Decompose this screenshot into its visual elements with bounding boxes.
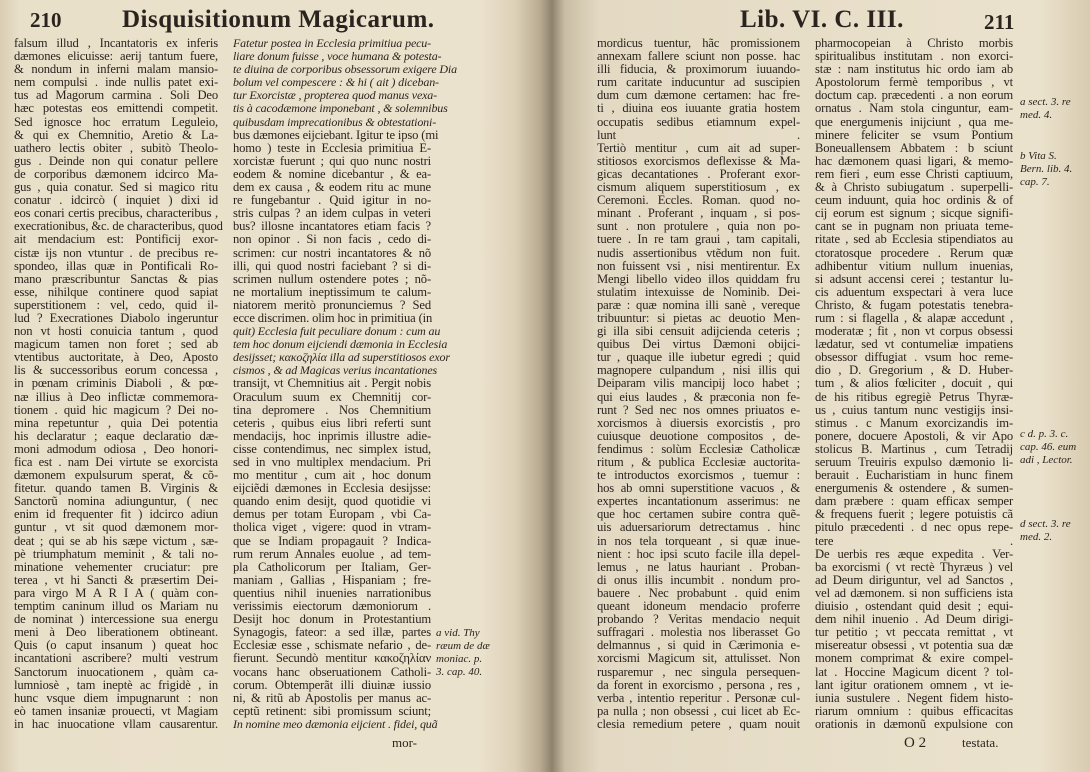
text-line: mo mentitur , cum ait , hoc donum bbox=[233, 468, 431, 483]
text-line: Oraculum suum ex Chemnitij cor- bbox=[233, 389, 431, 404]
text-line: obsessor diffugiat . vsum hoc reme- bbox=[815, 350, 1013, 365]
text-line: gi illa sibi censuit adijcienda ceteris ; bbox=[597, 324, 800, 339]
text-line: clesia remedium petere , quam nouit bbox=[597, 716, 800, 731]
text-line: ti , diuina eos iuuante gratia hostem bbox=[597, 101, 800, 116]
text-line: expertes incantationum asserimus: ne bbox=[597, 494, 800, 509]
text-line: te diuina de corporibus obsessorum exigere Dia bbox=[233, 62, 457, 77]
text-line: iunia sustulere . Negent fidem histo- bbox=[815, 690, 1013, 705]
text-line: para virgo M A R I A ( quàm con- bbox=[14, 585, 218, 600]
text-line: Sanctorũ nomina adiunguntur, ( nec bbox=[14, 494, 218, 509]
text-line: tribuuntur: si pietas ac deuotio Men- bbox=[597, 310, 800, 325]
text-line: doctum cap. præcedenti . a non eorum bbox=[815, 88, 1013, 103]
text-line: fierunt. Secundò mentitur κακοζηλίαν bbox=[233, 651, 431, 666]
text-line: occupatis sedibus etiamnum expel- bbox=[597, 114, 800, 129]
text-column-1 bbox=[597, 37, 800, 731]
text-line: tem hoc donum eijciendi dæmonia in Ecclesia bbox=[233, 337, 448, 352]
text-line: riarum omnium : quibus efficacitas bbox=[815, 703, 1013, 718]
text-line: mendacijs, hoc inprimis illustre adie- bbox=[233, 428, 431, 443]
text-line: lis & successoribus eorum concessa , bbox=[14, 363, 218, 378]
text-line: his declaratur ; eaque declaratio dæ- bbox=[14, 428, 218, 443]
margin-note-line: med. 4. bbox=[1020, 109, 1053, 121]
text-line: ctoratosque procedere . Rerum quæ bbox=[815, 245, 1013, 260]
text-line: cismos , & ad Magicas verius incantationes bbox=[233, 363, 438, 378]
text-line: næ illius à Deo inflictæ commemora- bbox=[14, 389, 218, 404]
text-line: guntur , vt sit quod dæmonem mor- bbox=[14, 520, 218, 535]
text-line: te introductos exorcismos , tuemur : bbox=[597, 468, 800, 483]
text-line: ceptũ retinent: sibi promissum sciunt; bbox=[233, 703, 431, 718]
text-line: maniam , Gallias , Hispaniam ; fre- bbox=[233, 572, 431, 587]
text-line: deat ; qui se ab his sæpe victum , sæ- bbox=[14, 533, 218, 548]
text-line: illi, qui quod nostri faciebant ? si di- bbox=[233, 258, 431, 273]
text-line: si adsunt accensi cerei ; testantur lu- bbox=[815, 271, 1013, 286]
margin-note-line: adi , Lector. bbox=[1020, 454, 1073, 466]
text-line: cij eorum est signum ; sicque signifi- bbox=[815, 206, 1013, 221]
text-line: non vt hosti conuicia tantum , quod bbox=[14, 324, 218, 339]
text-line: dum cum dæmone certamen: hac fre- bbox=[597, 88, 800, 103]
text-line: transijt, vt Chemnitius ait . Pergit nobis bbox=[233, 376, 431, 391]
text-line: & à Christo subiugatum . superpelli- bbox=[815, 180, 1013, 195]
text-line: quando enim desijt, quod quotidie vi bbox=[233, 494, 431, 509]
text-line: nient : hoc ipsi scuto facile illa depel- bbox=[597, 546, 800, 561]
text-line: vel ad dæmonem. si non sufficiens ista bbox=[815, 585, 1013, 600]
text-line: eodem & nomine dicebantur , & ea- bbox=[233, 166, 431, 181]
text-line: dem nihil inuenio . Ad Deum dirigi- bbox=[815, 612, 1013, 627]
margin-note bbox=[1020, 96, 1071, 122]
text-line: hac dæmonem quasi ligari, & memo- bbox=[815, 153, 1013, 168]
text-line: probando ? Veritas mendacio nequit bbox=[597, 612, 800, 627]
text-line: scrimen nullum ostendere potes ; nõ- bbox=[233, 271, 431, 286]
text-line: moni admodum odiosa , Deo honori- bbox=[14, 441, 218, 456]
text-line: adhibentur vitium nullum inuenias, bbox=[815, 258, 1013, 273]
text-line: sunt . non protulere , quia non po- bbox=[597, 219, 800, 234]
text-line: da forent in exorcismo , persona , res , bbox=[597, 677, 800, 692]
text-line: re fungebantur . Quid igitur in no- bbox=[233, 193, 431, 208]
margin-note-line: a sect. 3. re bbox=[1020, 96, 1071, 108]
text-line: Quis (o caput insanum ) queat hoc bbox=[14, 638, 218, 653]
text-line: spondeo, illas quæ in Pontificali Ro- bbox=[14, 258, 218, 273]
text-line: lumniosè , tam ineptè ac frigidè , in bbox=[14, 677, 218, 692]
text-line: De uerbis res æque expedita . Ver- bbox=[815, 546, 1013, 561]
text-line: & qui ex Chemnitio, Aretio & La- bbox=[14, 127, 218, 142]
text-line: Deiparam vilis mancipij loco habet ; bbox=[597, 376, 800, 391]
text-line: & nondum in inferni malam mansio- bbox=[14, 62, 218, 77]
text-line: ait mendacium est: Pontificij exor- bbox=[14, 232, 218, 247]
text-line: stulatim intexuisse de Nominib. Dei- bbox=[597, 284, 800, 299]
text-line: minant . Proferant , inquam , si pos- bbox=[597, 206, 800, 221]
text-line: eò tamen insaniæ prouecti, vt Magiam bbox=[14, 703, 218, 718]
text-line: bauere . Nec probabunt . quid enim bbox=[597, 585, 800, 600]
text-line: orationis in dæmonũ expulsione con bbox=[815, 716, 1013, 731]
text-line: magicum tamen non foret ; sed ab bbox=[14, 337, 218, 352]
text-line: uathero lectis obiter , subitò Theolo- bbox=[14, 140, 218, 155]
text-line: stolicus B. Martinus , cum Tetradij bbox=[815, 441, 1013, 456]
text-line: cismum aliquem superstitiosum , ex bbox=[597, 180, 800, 195]
text-line: in hac inuocatione vllam causarentur. bbox=[14, 716, 218, 731]
text-line: ritate , sed ab Ecclesia stipendiatos au bbox=[815, 232, 1013, 247]
text-line: quentius nihil inuenies narrationibus bbox=[233, 585, 431, 600]
text-line: esse, nihilque continere quod sapiat bbox=[14, 284, 218, 299]
text-line: dem ex causa , & eodem ritu ac mune bbox=[233, 180, 431, 195]
margin-note bbox=[436, 627, 490, 679]
text-line: gus , quia conatur. Sed si magico ritu bbox=[14, 180, 218, 195]
text-line: bus? illosne incantatores etiam facis ? bbox=[233, 219, 431, 234]
text-line: tur petitio ; vt peccata remittat , vt bbox=[815, 625, 1013, 640]
text-line: spiritualibus institutam . non exorci- bbox=[815, 49, 1013, 64]
running-title: Disquisitionum Magicarum. bbox=[122, 6, 435, 33]
text-line: que hoc certamen subire contra quẽ- bbox=[597, 507, 800, 522]
text-line: tur Exorcistæ , propterea quod manus vexa- bbox=[233, 88, 437, 103]
text-line: ceum induunt, quia hoc ordinis & of bbox=[815, 193, 1013, 208]
text-line: tur , quaque ille iubetur egredi ; quid bbox=[597, 350, 800, 365]
text-line: demus per totam Europam , vbi Ca- bbox=[233, 507, 431, 522]
text-line: meni à Deo liberationem obtineant. bbox=[14, 625, 218, 640]
text-line: scrimen: cur nostri incantatores & nõ bbox=[233, 245, 431, 260]
text-line: Sanctorum inuocationem , quàm ca- bbox=[14, 664, 218, 679]
text-line: queant idoneum mendacio proferre bbox=[597, 599, 800, 614]
text-line: ad Deum diriguntur, vel ad Sanctos , bbox=[815, 572, 1013, 587]
text-line: Apostolorum fermè temporibus , vt bbox=[815, 75, 1013, 90]
text-line: lud ? Execrationes Diabolo ingeruntur bbox=[14, 310, 218, 325]
text-line: verba , intentio reperitur . Personæ cul- bbox=[597, 690, 800, 705]
text-line: pa nulla ; non obsessi , cui licet ab Ec- bbox=[597, 703, 800, 718]
text-line: energumenis & ostendere , & sumen- bbox=[815, 481, 1013, 496]
text-line: ne mortalium ineptissimum te calum- bbox=[233, 284, 431, 299]
text-line: In nomine meo dæmonia eijcient . fidei, quã bbox=[233, 716, 438, 731]
text-line: verissimis eiectorum dæmoniorum . bbox=[233, 599, 431, 614]
text-line: ritum , & publica Ecclesiæ auctorita- bbox=[597, 455, 800, 469]
text-line: pitulo præcedenti . d nec opus repe- bbox=[815, 520, 1013, 535]
text-line: tina depromere . Nos Chemnitium bbox=[233, 402, 431, 417]
text-line: stris culpas ? an idem culpas in veteri bbox=[233, 206, 431, 221]
text-line: seruum Treuiris expulso dæmonio li- bbox=[815, 455, 1013, 469]
text-line: vtentibus auctoritate, à Deo, Aposto bbox=[14, 350, 218, 365]
text-line: enim id frequenter fit ) idcirco adiun bbox=[14, 507, 218, 522]
text-line: dio , D. Gregorium , & D. Huber- bbox=[815, 363, 1013, 378]
text-line: in nos tela torqueant , si quæ inue- bbox=[597, 533, 800, 548]
text-line: monem comprimat & exire compel- bbox=[815, 651, 1013, 666]
text-line: bus dæmones eijciebant. Igitur te ipso (mi bbox=[233, 127, 439, 142]
page-number: 211 bbox=[984, 10, 1015, 34]
text-line: cant se in pugnam non priuata teme- bbox=[815, 219, 1013, 234]
text-line: hos ab omni superstitione vacuos , & bbox=[597, 481, 800, 496]
text-line: us , cuius tantum nunc vestigijs insi- bbox=[815, 402, 1013, 417]
text-line: dæmonem expulsurum sperat, & cõ- bbox=[14, 468, 218, 483]
text-line: fendimus : solùm Ecclesiæ Catholicæ bbox=[597, 441, 800, 456]
text-line: mordicus tuentur, hãc promissionem bbox=[597, 36, 800, 50]
margin-note-line: d sect. 3. re bbox=[1020, 518, 1071, 530]
text-line: tionem . quid hic magicum ? Dei no- bbox=[14, 402, 218, 417]
text-line: dam præbere : quam efficax semper bbox=[815, 494, 1013, 509]
margin-note bbox=[1020, 150, 1072, 189]
text-column-2 bbox=[233, 36, 457, 731]
text-line: vocans hanc obseruationem Catholi- bbox=[233, 664, 431, 679]
text-line: rum caritate inducuntur ad suscipien bbox=[597, 75, 800, 90]
text-line: Synagogis, fateor: a sed illæ, partes bbox=[233, 625, 431, 640]
text-line: delmannus , si quid in Cærimonia e- bbox=[597, 638, 800, 653]
text-line: Fatetur postea in Ecclesia primitiua pecu- bbox=[233, 36, 431, 50]
text-line: incantationi ascribere? multi vestrum bbox=[14, 651, 218, 666]
text-line: temptim caninum illud os Mariam nu bbox=[14, 599, 218, 614]
text-line: dæmones elicuisse: aerij tantum fuere, bbox=[14, 49, 218, 64]
text-line: ba exorcismi ( vt rectè Thyræus ) vel bbox=[815, 559, 1013, 574]
text-line: magnopere culpandum , nisi illis qui bbox=[597, 363, 800, 378]
text-line: gicas decantationes . Proferant exor- bbox=[597, 166, 800, 181]
text-line: minatione vehementer cruciatur: pre bbox=[14, 559, 218, 574]
text-line: execrationibus, &c. de characteribus, quod bbox=[14, 219, 223, 234]
text-line: in pœnam criminis Diaboli , & pœ- bbox=[14, 376, 218, 391]
text-line: stimus . c Manum exorcizandis im- bbox=[815, 415, 1013, 430]
text-line: stitiosos exorcismos deflexisse & Ma- bbox=[597, 153, 800, 168]
text-line: de his ritibus egregiè Petrus Thyræ- bbox=[815, 389, 1013, 404]
text-line: Ecclesiæ esse , schismate nefario , de- bbox=[233, 638, 431, 653]
text-line: lant igitur orationem omnem , vt ie- bbox=[815, 677, 1013, 692]
margin-note-line: 3. cap. 40. bbox=[436, 666, 483, 678]
text-line: ornatus . Nam stola cinguntur, eam- bbox=[815, 101, 1013, 116]
text-line: hunc vsque diem impugnarunt : non bbox=[14, 690, 218, 705]
text-line: misereatur obsessi , vt potentia sua dæ bbox=[815, 638, 1013, 653]
text-line: tis à cacodæmone imponebant , & solemnibus bbox=[233, 101, 448, 116]
text-line: pla Catholicorum per Italiam, Ger- bbox=[233, 559, 431, 574]
text-line: paræ : quæ nomina illi sanè , vereque bbox=[597, 297, 800, 312]
page-number: 210 bbox=[30, 8, 62, 32]
text-line: homo ) teste in Ecclesia primitiua E- bbox=[233, 140, 431, 155]
text-line: uis aduersariorum detrectamus . hinc bbox=[597, 520, 800, 535]
text-line: xorcismi Magicum sit, attulisset. Non bbox=[597, 651, 800, 666]
text-line: berauit . Eucharistiam in hunc finem bbox=[815, 468, 1013, 483]
margin-note-line: med. 2. bbox=[1020, 531, 1053, 543]
text-line: Christo, & fugam potestatis tenebra- bbox=[815, 297, 1013, 312]
text-line: suffragari . molestia nos liberasset Go bbox=[597, 625, 800, 640]
text-line: lunt . bbox=[597, 127, 800, 142]
text-line: qui eius laudes , & præconia non fe- bbox=[597, 389, 800, 404]
text-line: stæ : nam institutus hic ordo iam ab bbox=[815, 62, 1013, 77]
text-line: Boneuallensem Abbatem : b sciunt bbox=[815, 140, 1013, 155]
text-line: rem fieri , eum esse Christi captiuum, bbox=[815, 166, 1013, 181]
text-line: sed in vno multiplex mendacium. Pri bbox=[233, 455, 431, 469]
catchword: testata. bbox=[962, 735, 999, 750]
text-line: non opinor . Si non facis , cedo di- bbox=[233, 232, 431, 247]
text-line: cuiusque deuotione compositos , de- bbox=[597, 428, 800, 443]
text-line: de nominat ) intercessione sua energu bbox=[14, 612, 218, 627]
text-line: Sed ignosce hoc erratum Leguleio, bbox=[14, 114, 218, 129]
text-line: pharmocopeian à Christo morbis bbox=[815, 36, 1013, 50]
text-line: que se Indiam propagauit ? Indica- bbox=[233, 533, 431, 548]
text-line: eos conari certis precibus, characteribus , bbox=[14, 206, 218, 221]
text-line: mina repetuntur , quia Dei potentia bbox=[14, 415, 218, 430]
text-line: rusparemur , nec singula persequen- bbox=[597, 664, 800, 679]
text-line: cistæ ijs non vtuntur . de precibus re- bbox=[14, 245, 218, 260]
text-line: hæc potestas eos emittendi competit. bbox=[14, 101, 218, 116]
text-line: tus ad Magorum carmina . Soli Deo bbox=[14, 88, 218, 103]
text-line: lædatur, sed vt contumeliæ impatiens bbox=[815, 337, 1013, 352]
text-line: superstitionem : vel, cedo, quid il- bbox=[14, 297, 218, 312]
text-line: tum , & alios fœliciter , docuit , qui bbox=[815, 376, 1013, 391]
text-line: cis aduentum exspectari à vera luce bbox=[815, 284, 1013, 299]
text-line: nudis assertionibus vtẽdum non fuit. bbox=[597, 245, 800, 260]
text-line: ponere, docuere Apostoli, & vir Apo bbox=[815, 428, 1013, 443]
text-column-2 bbox=[815, 37, 1013, 731]
text-line: de corporibus dæmonem idcirco Ma- bbox=[14, 166, 218, 181]
text-line: rum rerum Annales euolue , ad tem- bbox=[233, 546, 431, 561]
text-line: rum : si flagella , & alapæ accedunt , bbox=[815, 310, 1013, 325]
margin-note-line: a vid. Thy bbox=[436, 627, 480, 639]
text-line: bolum vel compescere : & hi ( ait ) diceban- bbox=[233, 75, 439, 90]
margin-note bbox=[1020, 518, 1071, 544]
margin-note-line: moniac. p. bbox=[436, 653, 483, 665]
text-line: moderatæ ; fit , non vt corpus obsessi bbox=[815, 324, 1013, 339]
text-line: ni, & ritũ ab Apostolis per manus ac- bbox=[233, 690, 431, 705]
catchword: mor- bbox=[392, 735, 418, 750]
text-line: xorcismos à diuersis exorcistis , pro bbox=[597, 415, 800, 430]
text-line: mano præscribuntur Sanctas & pias bbox=[14, 271, 218, 286]
text-line: corum. Obtemperãt illi diuinæ iussio bbox=[233, 677, 431, 692]
text-line: tere . bbox=[815, 533, 1013, 548]
text-line: annexam fallere sciunt non posse. hac bbox=[597, 49, 800, 64]
text-line: terea , vt hi Sancti & præsertim Dei- bbox=[14, 572, 218, 587]
margin-note-line: b Vita S. bbox=[1020, 150, 1057, 162]
text-line: gus . Deinde non qui conatur pellere bbox=[14, 153, 218, 168]
text-line: ceteris , quibus eius libri referti sunt bbox=[233, 415, 431, 430]
text-line: fitetur. quando tamen B. Virginis & bbox=[14, 481, 218, 496]
text-line: lemus , ne latus hauriant . Proban- bbox=[597, 559, 800, 574]
text-line: desijsset; κακοζηλία illa ad superstitiosos exor bbox=[233, 350, 450, 365]
margin-note-line: cap. 7. bbox=[1020, 176, 1050, 188]
margin-note-line: c d. p. 3. c. bbox=[1020, 428, 1069, 440]
text-line: liare donum fuisse , voce humana & potesta- bbox=[233, 49, 442, 64]
text-line: que energumenis inijciunt , qua me- bbox=[815, 114, 1013, 129]
margin-note-line: Bern. lib. 4. bbox=[1020, 163, 1073, 175]
text-line: tholica viget , vigere: quod in vtram- bbox=[233, 520, 431, 535]
text-line: runt ? Sed nec nos omnes priuatos e- bbox=[597, 402, 800, 417]
text-line: lat . Hoccine Magicum dicent ? tol- bbox=[815, 664, 1013, 679]
text-line: di onus illis incumbit . nondum pro- bbox=[597, 572, 800, 587]
text-line: Ceremoni. Eccles. Roman. quod no- bbox=[597, 193, 800, 208]
text-line: niatorem meritò pronunciemus ? Sed bbox=[233, 297, 431, 312]
text-line: pè triumphatum meminit , & tali no- bbox=[14, 546, 218, 561]
text-line: diuisio , ostendant quid desit ; equi- bbox=[815, 599, 1013, 614]
text-line: minere feliciter se vsum Pontium bbox=[815, 127, 1013, 142]
running-title: Lib. VI. C. III. bbox=[740, 6, 904, 33]
text-line: Tertiò mentitur , cum ait ad super- bbox=[597, 140, 800, 155]
text-line: & frequens fuerit ; legere potuistis cã bbox=[815, 507, 1013, 522]
text-line: Desijt hoc donum in Protestantium bbox=[233, 612, 431, 627]
text-line: ecce discrimen. olim hoc in primitiua (in bbox=[233, 310, 433, 325]
text-line: Mengi libello video illos quiddam fru bbox=[597, 271, 800, 286]
text-line: eijciẽdi dæmones in Ecclesia desijsse: bbox=[233, 481, 431, 496]
text-line: xorcistæ fuerunt ; qui quo nunc nostri bbox=[233, 153, 431, 168]
text-line: nem compulsi . inde nullis patet exi- bbox=[14, 75, 218, 90]
text-line: illi fiducia, & proximorum iuuando- bbox=[597, 62, 800, 77]
text-line: conatur . idcircò ( inquiet ) dixi id bbox=[14, 193, 218, 208]
text-line: quibus Dei virtus Dæmoni obijci- bbox=[597, 337, 800, 352]
text-line: tuere . In re tam graui , tam capitali, bbox=[597, 232, 800, 247]
text-line: quibusdam imprecationibus & obtestationi- bbox=[233, 114, 437, 129]
signature-mark: O 2 bbox=[904, 735, 927, 751]
text-line: falsum illud , Incantatoris ex inferis bbox=[14, 36, 218, 50]
text-line: quit) Ecclesia fuit peculiare donum : cum au bbox=[233, 324, 441, 339]
text-line: non fuissent vsi , nisi mentirentur. Ex bbox=[597, 258, 800, 273]
margin-note-line: ræum de dæ bbox=[436, 640, 490, 652]
text-line: cisse contendimus, nec simplex istud, bbox=[233, 441, 431, 456]
margin-note-line: cap. 46. eum bbox=[1020, 441, 1077, 453]
text-line: fica est . nam Dei virtute se exorcista bbox=[14, 455, 218, 469]
margin-note bbox=[1020, 428, 1076, 467]
text-column-1 bbox=[14, 36, 223, 731]
